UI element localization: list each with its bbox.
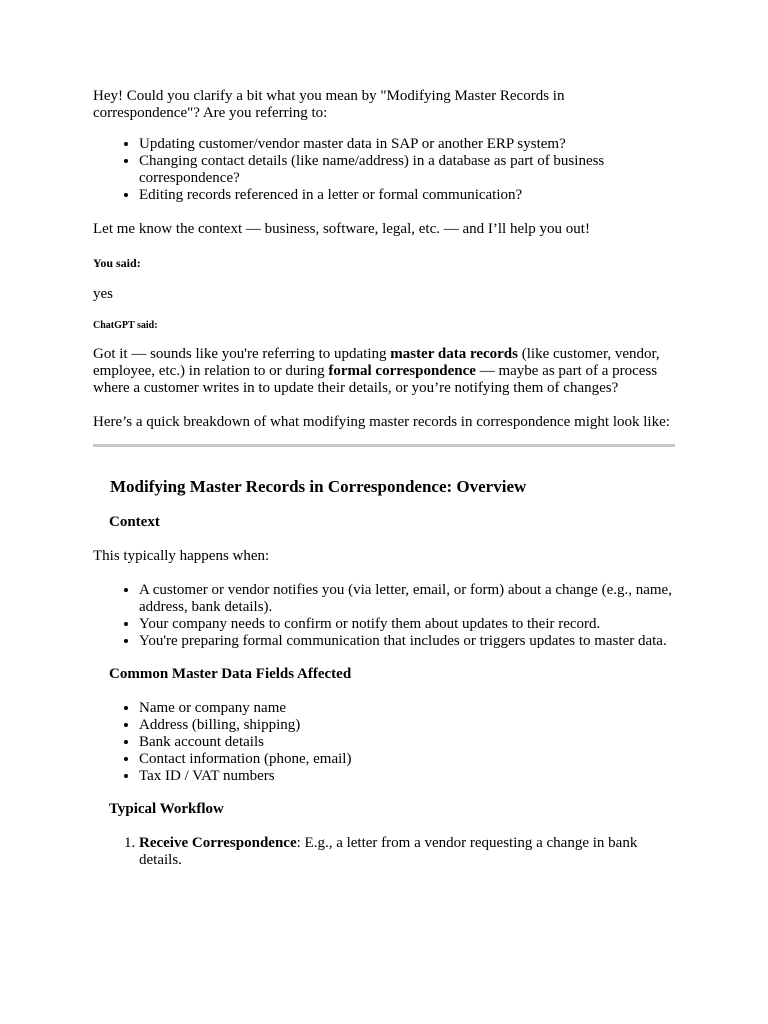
workflow-heading: Typical Workflow bbox=[109, 801, 224, 817]
overview-title: Modifying Master Records in Correspondence: Overview bbox=[110, 477, 527, 496]
user-message: yes bbox=[93, 286, 113, 302]
list-item: • Name or company name bbox=[139, 700, 675, 717]
document-page bbox=[93, 88, 675, 869]
horizontal-divider bbox=[93, 444, 675, 447]
bold-term: formal correspondence bbox=[328, 363, 476, 379]
list-item: • Contact information (phone, email) bbox=[139, 751, 675, 768]
context-heading: Context bbox=[109, 514, 160, 530]
intro-options-list bbox=[93, 136, 675, 204]
list-item: • Editing records referenced in a letter or formal communication? bbox=[139, 187, 675, 204]
list-item: • Updating customer/vendor master data in SAP or another ERP system? bbox=[139, 136, 675, 153]
list-item: • Changing contact details (like name/address) in a database as part of business correspondence? bbox=[139, 153, 675, 187]
list-item: • You're preparing formal communication that includes or triggers updates to master data. bbox=[139, 633, 675, 650]
list-item: • Your company needs to confirm or notify them about updates to their record. bbox=[139, 616, 675, 633]
list-item: • Address (billing, shipping) bbox=[139, 717, 675, 734]
fields-list bbox=[93, 700, 675, 785]
bold-term: master data records bbox=[390, 346, 518, 362]
workflow-list bbox=[93, 835, 675, 869]
list-item: • Bank account details bbox=[139, 734, 675, 751]
list-item: • Tax ID / VAT numbers bbox=[139, 768, 675, 785]
intro-closing: Let me know the context — business, software, legal, etc. — and I’ll help you out! bbox=[93, 221, 590, 237]
assistant-paragraph-2: Here’s a quick breakdown of what modifying master records in correspondence might look like: bbox=[93, 414, 670, 430]
fields-heading: Common Master Data Fields Affected bbox=[109, 666, 352, 682]
intro-question: Hey! Could you clarify a bit what you mean by "Modifying Master Records in correspondence"? Are you referring to: bbox=[93, 88, 565, 121]
step-label: Receive Correspondence bbox=[139, 835, 297, 851]
workflow-step bbox=[139, 835, 675, 869]
assistant-paragraph-1 bbox=[93, 346, 675, 397]
assistant-text: — maybe as part of a process where a customer writes in to update their details, or you’re notifying them of changes? bbox=[93, 363, 658, 396]
assistant-text: Got it — sounds like you're referring to updating bbox=[93, 346, 391, 362]
context-lead: This typically happens when: bbox=[93, 548, 270, 564]
assistant-text: (like customer, vendor, employee, etc.) in relation to or during bbox=[93, 346, 660, 379]
list-item: • A customer or vendor notifies you (via letter, email, or form) about a change (e.g., name, address, bank details). bbox=[139, 582, 675, 616]
user-turn-label: You said: bbox=[93, 256, 141, 270]
context-list bbox=[93, 582, 675, 650]
assistant-turn-label: ChatGPT said: bbox=[93, 320, 158, 331]
step-text: : E.g., a letter from a vendor requesting a change in bank details. bbox=[139, 835, 638, 868]
